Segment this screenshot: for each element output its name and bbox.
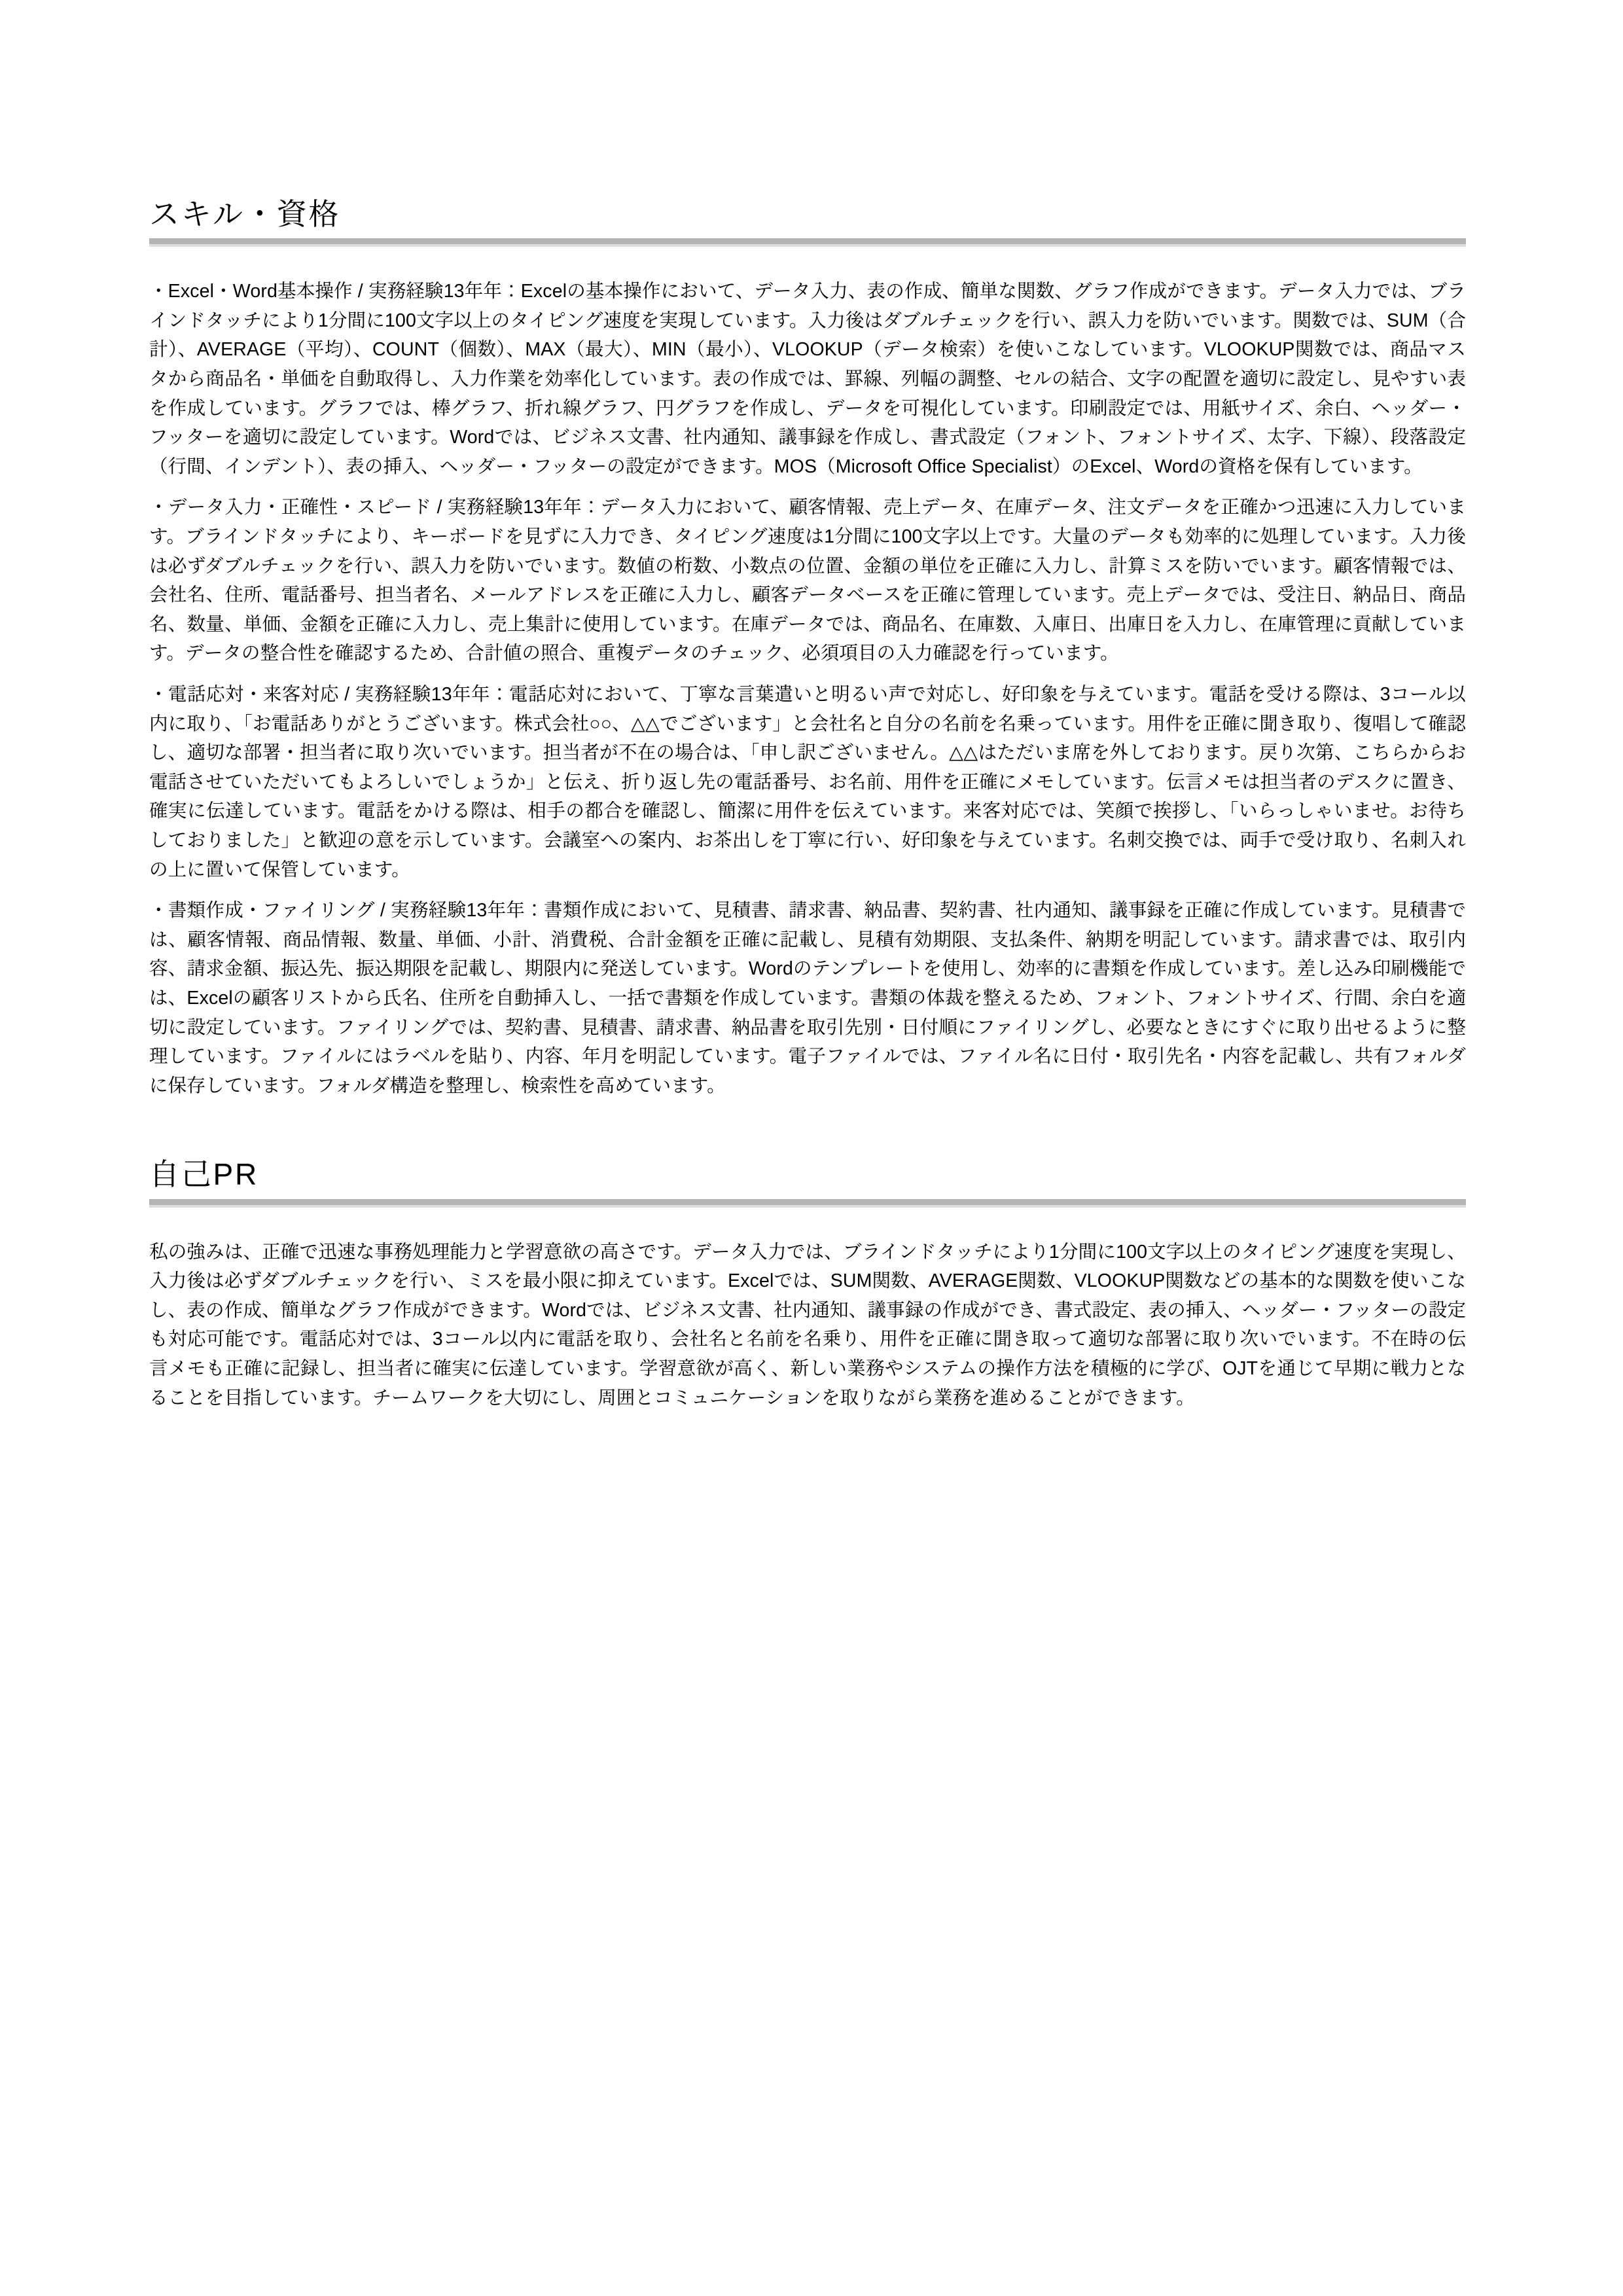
skills-paragraph: ・電話応対・来客対応 / 実務経験13年年：電話応対において、丁寧な言葉遣いと明るい声で対応し、好印象を与えています。電話を受ける際は、3コール以内に取り、「お電話ありがとうございます。株式会社○○、△△でございます」と会社名と自分の名前を名乗っています。用件を正確に聞き取り、復唱して確認し、適切な部署・担当者に取り次いでいます。担当者が不在の場合は、「申し訳ございません。△△はただいま席を外しております。戻り次第、こちらからお電話させていただいてもよろしいでしょうか」と伝え、折り返し先の電話番号、お名前、用件を正確にメモしています。伝言メモは担当者のデスクに置き、確実に伝達しています。電話をかける際は、相手の都合を確認し、簡潔に用件を伝えています。来客対応では、笑顔で挨拶し、「いらっしゃいませ。お待ちしておりました」と歓迎の意を示しています。会議室への案内、お茶出しを丁寧に行い、好印象を与えています。名刺交換では、両手で受け取り、名刺入れの上に置いて保管しています。 — [149, 683, 1466, 880]
self-pr-section-body — [149, 1238, 1466, 1413]
skills-paragraph: ・書類作成・ファイリング / 実務経験13年年：書類作成において、見積書、請求書、納品書、契約書、社内通知、議事録を正確に作成しています。見積書では、顧客情報、商品情報、数量、単価、小計、消費税、合計金額を正確に記載し、見積有効期限、支払条件、納期を明記しています。請求書では、取引内容、請求金額、振込先、振込期限を記載し、期限内に発送しています。Wordのテンプレートを使用し、効率的に書類を作成しています。差し込み印刷機能では、Excelの顧客リストから氏名、住所を自動挿入し、一括で書類を作成しています。書類の体裁を整えるため、フォント、フォントサイズ、行間、余白を適切に設定しています。ファイリングでは、契約書、見積書、請求書、納品書を取引先別・日付順にファイリングし、必要なときにすぐに取り出せるように整理しています。ファイルにはラベルを貼り、内容、年月を明記しています。電子ファイルでは、ファイル名に日付・取引先名・内容を記載し、共有フォルダに保存しています。フォルダ構造を整理し、検索性を高めています。 — [149, 900, 1466, 1096]
self-pr-section-heading: 自己PR — [149, 1157, 259, 1192]
skills-section-heading: スキル・資格 — [149, 197, 341, 231]
skills-heading-rule — [149, 238, 1466, 247]
skills-section — [149, 196, 1466, 1100]
skills-paragraph: ・データ入力・正確性・スピード / 実務経験13年年：データ入力において、顧客情報、売上データ、在庫データ、注文データを正確かつ迅速に入力しています。ブラインドタッチにより、キーボードを見ずに入力でき、タイピング速度は1分間に100文字以上です。大量のデータも効率的に処理しています。入力後は必ずダブルチェックを行い、誤入力を防いでいます。数値の桁数、小数点の位置、金額の単位を正確に入力し、計算ミスを防いでいます。顧客情報では、会社名、住所、電話番号、担当者名、メールアドレスを正確に入力し、顧客データベースを正確に管理しています。売上データでは、受注日、納品日、商品名、数量、単価、金額を正確に入力し、売上集計に使用しています。在庫データでは、商品名、在庫数、入庫日、出庫日を入力し、在庫管理に貢献しています。データの整合性を確認するため、合計値の照合、重複データのチェック、必須項目の入力確認を行っています。 — [149, 497, 1466, 664]
self-pr-paragraph: 私の強みは、正確で迅速な事務処理能力と学習意欲の高さです。データ入力では、ブラインドタッチにより1分間に100文字以上のタイピング速度を実現し、入力後は必ずダブルチェックを行い、ミスを最小限に抑えています。Excelでは、SUM関数、AVERAGE関数、VLOOKUP関数などの基本的な関数を使いこなし、表の作成、簡単なグラフ作成ができます。Wordでは、ビジネス文書、社内通知、議事録の作成ができ、書式設定、表の挿入、ヘッダー・フッターの設定も対応可能です。電話応対では、3コール以内に電話を取り、会社名と名前を名乗り、用件を正確に聞き取って適切な部署に取り次いでいます。不在時の伝言メモも正確に記録し、担当者に確実に伝達しています。学習意欲が高く、新しい業務やシステムの操作方法を積極的に学び、OJTを通じて早期に戦力となることを目指しています。チームワークを大切にし、周囲とコミュニケーションを取りながら業務を進めることができます。 — [149, 1241, 1466, 1408]
skills-section-body — [149, 277, 1466, 1100]
self-pr-heading-rule — [149, 1199, 1466, 1208]
self-pr-section — [149, 1157, 1466, 1412]
skills-paragraph: ・Excel・Word基本操作 / 実務経験13年年：Excelの基本操作において、データ入力、表の作成、簡単な関数、グラフ作成ができます。データ入力では、ブラインドタッチにより1分間に100文字以上のタイピング速度を実現しています。入力後はダブルチェックを行い、誤入力を防いでいます。関数では、SUM（合計）、AVERAGE（平均）、COUNT（個数）、MAX（最大）、MIN（最小）、VLOOKUP（データ検索）を使いこなしています。VLOOKUP関数では、商品マスタから商品名・単価を自動取得し、入力作業を効率化しています。表の作成では、罫線、列幅の調整、セルの結合、文字の配置を適切に設定し、見やすい表を作成しています。グラフでは、棒グラフ、折れ線グラフ、円グラフを作成し、データを可視化しています。印刷設定では、用紙サイズ、余白、ヘッダー・フッターを適切に設定しています。Wordでは、ビジネス文書、社内通知、議事録を作成し、書式設定（フォント、フォントサイズ、太字、下線）、段落設定（行間、インデント）、表の挿入、ヘッダー・フッターの設定ができます。MOS（Microsoft Office Specialist）のExcel、Wordの資格を保有しています。 — [149, 281, 1466, 477]
section-spacer — [149, 1100, 1466, 1157]
